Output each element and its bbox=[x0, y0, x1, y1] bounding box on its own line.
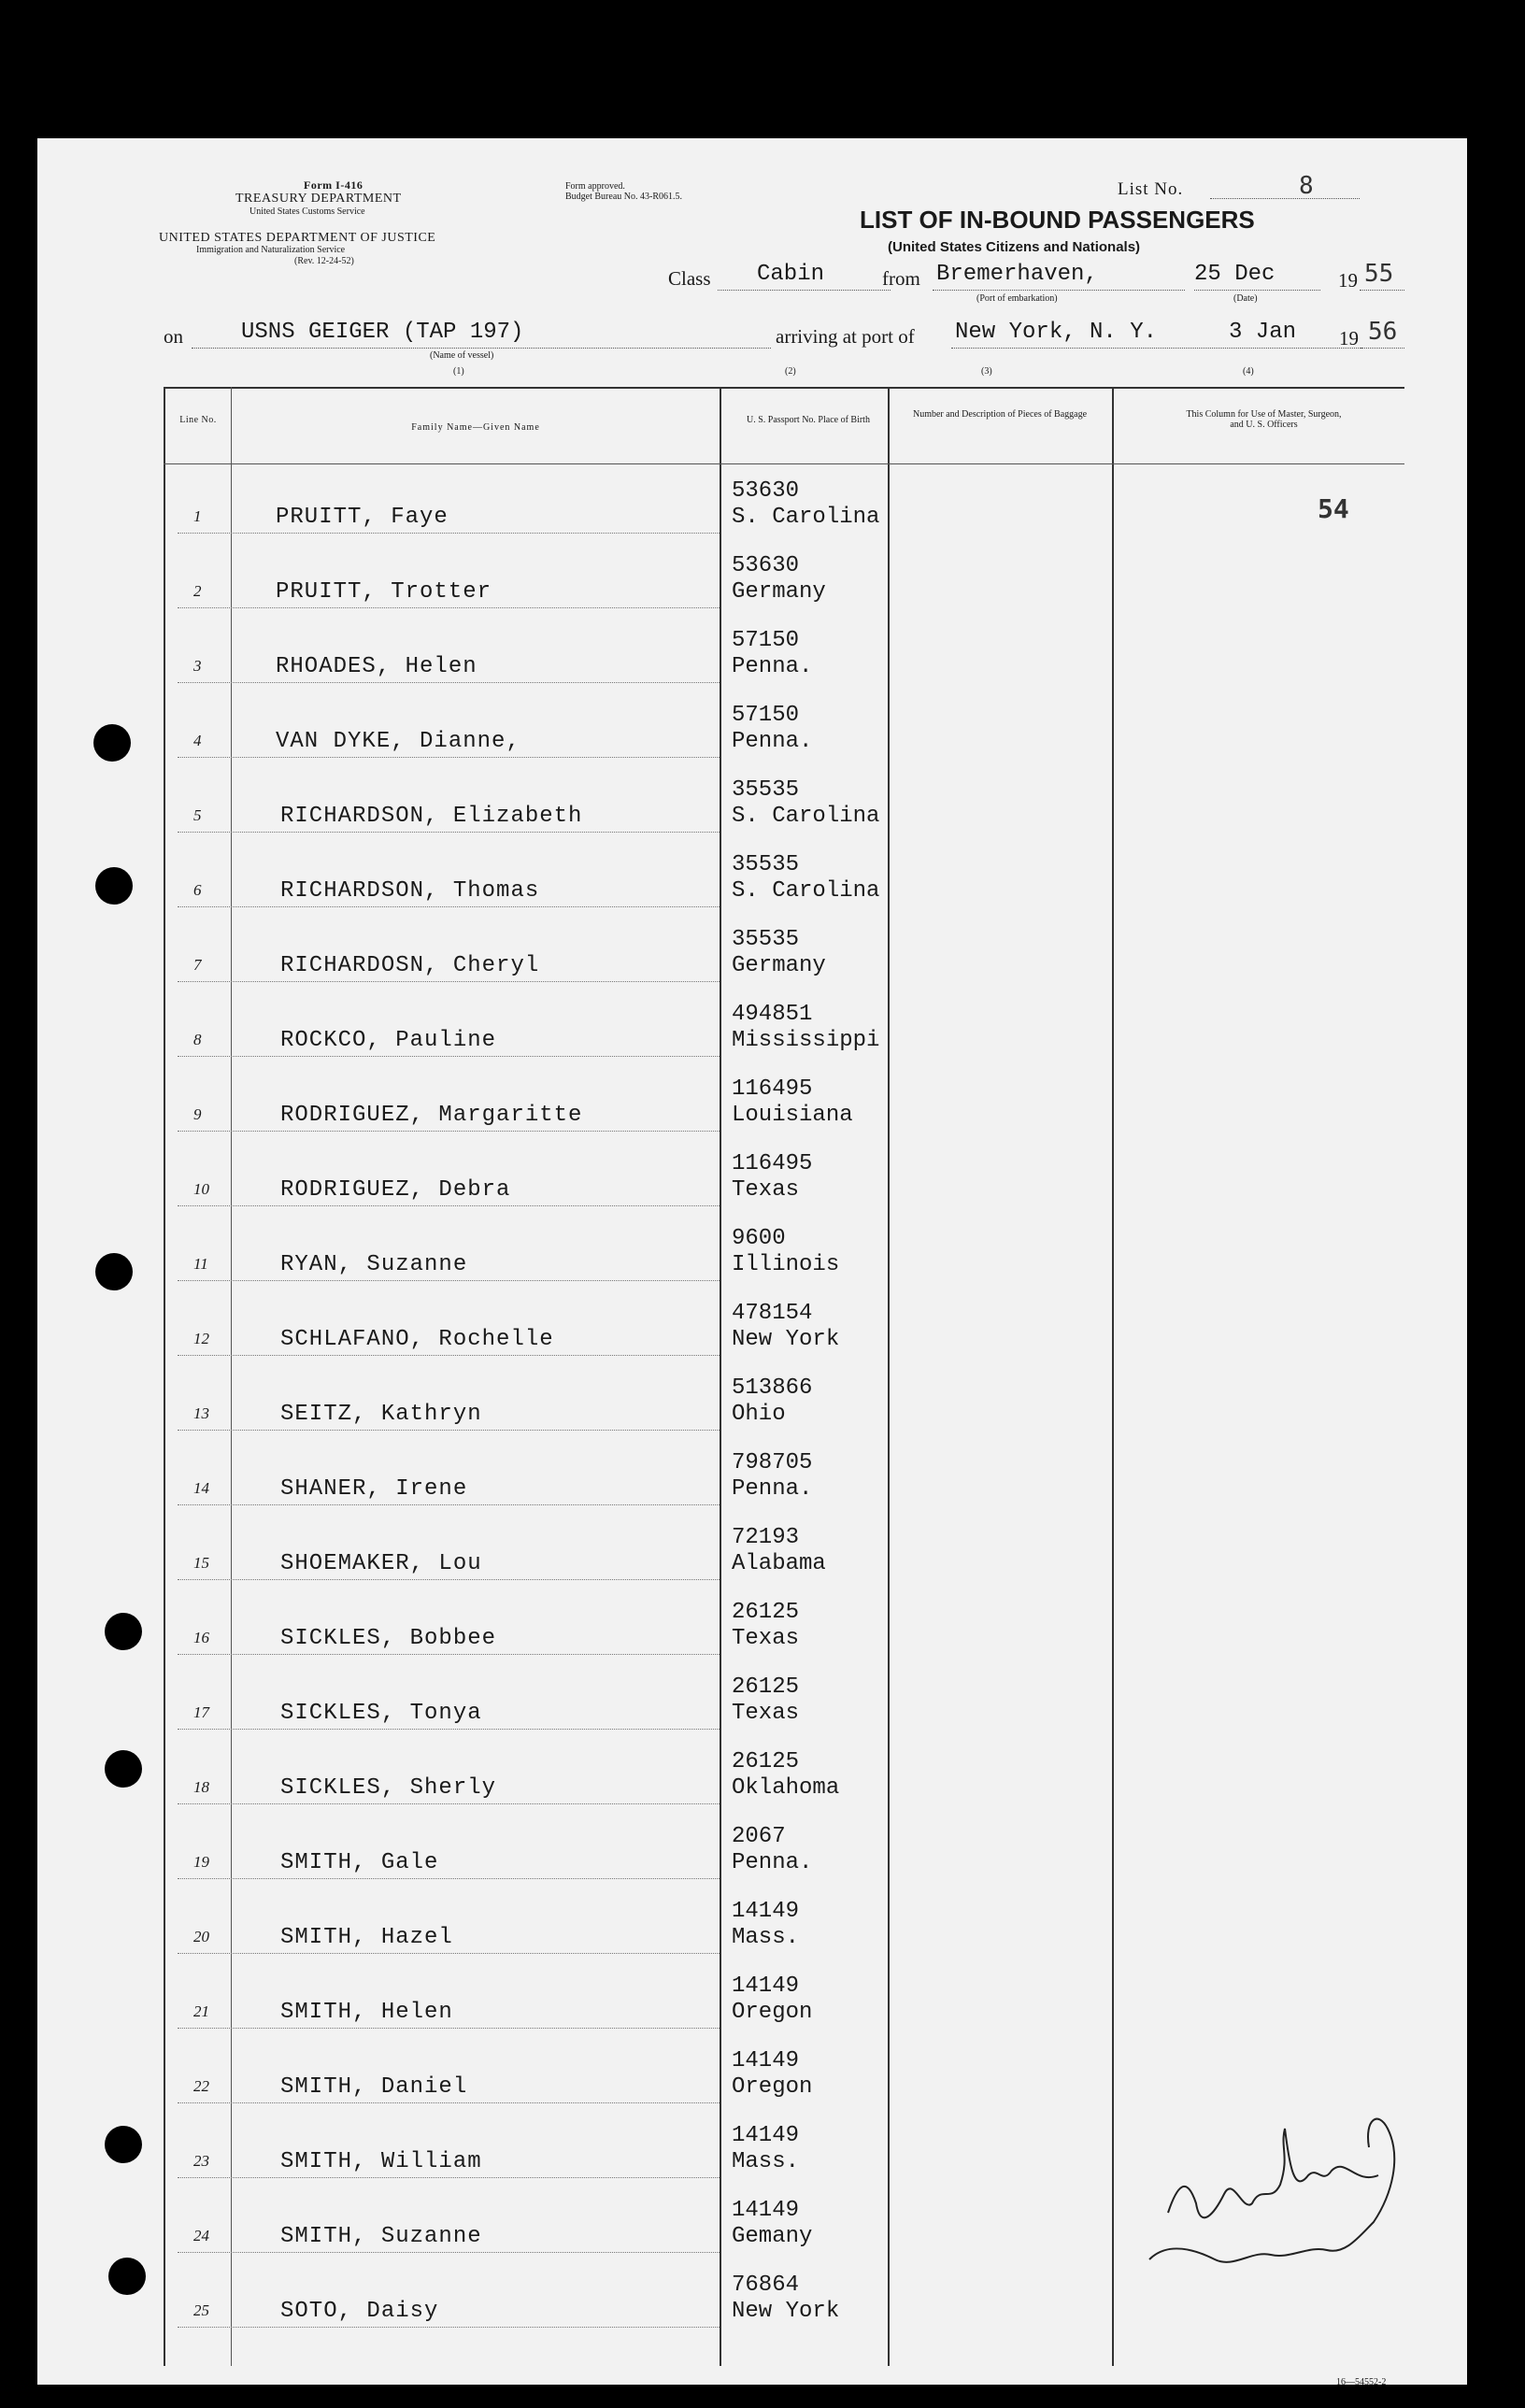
list-no-value: 8 bbox=[1299, 172, 1314, 200]
arrival-year: 56 bbox=[1368, 318, 1398, 346]
row-divider bbox=[178, 1205, 720, 1206]
arriving-label: arriving at port of bbox=[776, 325, 915, 348]
passport-number: 76864 bbox=[732, 2273, 800, 2298]
column-2-label: (2) bbox=[785, 366, 796, 377]
class-value: Cabin bbox=[757, 262, 825, 287]
place-of-birth: Penna. bbox=[732, 729, 813, 754]
passport-number: 494851 bbox=[732, 1002, 813, 1027]
line-number: 16 bbox=[193, 1629, 209, 1646]
passport-number: 9600 bbox=[732, 1226, 786, 1251]
passport-number: 35535 bbox=[732, 777, 800, 803]
passport-number: 14149 bbox=[732, 1973, 800, 1999]
line-number: 12 bbox=[193, 1330, 209, 1347]
passport-number: 478154 bbox=[732, 1301, 813, 1326]
row-divider bbox=[178, 1056, 720, 1057]
arrival-date: 3 Jan bbox=[1229, 320, 1297, 345]
passport-number: 14149 bbox=[732, 1899, 800, 1924]
punch-hole bbox=[105, 1750, 142, 1788]
table-row bbox=[164, 914, 1525, 989]
table-row bbox=[164, 989, 1525, 1063]
row-divider bbox=[178, 682, 720, 683]
page-title: LIST OF IN-BOUND PASSENGERS bbox=[860, 206, 1255, 234]
line-number: 1 bbox=[193, 507, 202, 525]
row-divider bbox=[178, 1953, 720, 1954]
place-of-birth: S. Carolina bbox=[732, 804, 880, 829]
row-divider bbox=[178, 2028, 720, 2029]
line-number: 23 bbox=[193, 2152, 209, 2170]
passenger-name: SICKLES, Tonya bbox=[280, 1701, 482, 1726]
place-of-birth: Illinois bbox=[732, 1252, 840, 1277]
passport-number: 53630 bbox=[732, 478, 800, 504]
passport-number: 57150 bbox=[732, 628, 800, 653]
line-number: 2 bbox=[193, 582, 202, 600]
footer-code: 16—54552-2 bbox=[1336, 2377, 1387, 2387]
line-number: 10 bbox=[193, 1180, 209, 1198]
passport-number: 116495 bbox=[732, 1151, 813, 1176]
form-number: Form I-416 bbox=[304, 178, 363, 192]
line-number: 3 bbox=[193, 657, 202, 675]
date-caption: (Date) bbox=[1233, 293, 1258, 304]
row-divider bbox=[178, 757, 720, 758]
line-number: 25 bbox=[193, 2301, 209, 2319]
table-row bbox=[164, 1960, 1525, 2035]
punch-hole bbox=[105, 1613, 142, 1650]
passenger-name: SEITZ, Kathryn bbox=[280, 1402, 482, 1427]
punch-hole bbox=[95, 1253, 133, 1290]
passenger-name: SMITH, Suzanne bbox=[280, 2224, 482, 2249]
passenger-name: SHOEMAKER, Lou bbox=[280, 1551, 482, 1576]
passport-number: 35535 bbox=[732, 852, 800, 877]
passenger-name: SCHLAFANO, Rochelle bbox=[280, 1327, 554, 1352]
table-row bbox=[164, 1811, 1525, 1886]
line-number: 24 bbox=[193, 2227, 209, 2244]
place-of-birth: New York bbox=[732, 2299, 840, 2324]
place-of-birth: Louisiana bbox=[732, 1103, 853, 1128]
passenger-name: SMITH, Helen bbox=[280, 2000, 453, 2025]
table-row bbox=[164, 1213, 1525, 1288]
table-row bbox=[164, 1736, 1525, 1811]
row-divider bbox=[178, 607, 720, 608]
list-no-label: List No. bbox=[1118, 179, 1184, 199]
table-row bbox=[164, 1661, 1525, 1736]
line-number: 6 bbox=[193, 881, 202, 899]
table-row bbox=[164, 1886, 1525, 1960]
passenger-name: SMITH, Daniel bbox=[280, 2074, 468, 2100]
row-divider bbox=[178, 1504, 720, 1505]
place-of-birth: Oregon bbox=[732, 2074, 813, 2100]
line-number: 15 bbox=[193, 1554, 209, 1572]
passenger-name: RYAN, Suzanne bbox=[280, 1252, 468, 1277]
passport-number: 14149 bbox=[732, 2123, 800, 2148]
row-divider bbox=[178, 981, 720, 982]
justice-department: UNITED STATES DEPARTMENT OF JUSTICE bbox=[159, 231, 436, 245]
passenger-name: SMITH, Hazel bbox=[280, 1925, 453, 1950]
line-number: 4 bbox=[193, 732, 202, 749]
line-number: 20 bbox=[193, 1928, 209, 1945]
table-row bbox=[164, 1437, 1525, 1512]
place-of-birth: Mass. bbox=[732, 2149, 800, 2174]
vessel-caption: (Name of vessel) bbox=[430, 350, 494, 361]
header-family-name: Family Name—Given Name bbox=[411, 422, 540, 433]
line-number: 5 bbox=[193, 806, 202, 824]
passport-number: 26125 bbox=[732, 1600, 800, 1625]
line-number: 22 bbox=[193, 2077, 209, 2095]
passenger-name: SMITH, William bbox=[280, 2149, 482, 2174]
line-number: 8 bbox=[193, 1031, 202, 1048]
place-of-birth: New York bbox=[732, 1327, 840, 1352]
line-number: 21 bbox=[193, 2002, 209, 2020]
row-divider bbox=[178, 1430, 720, 1431]
place-of-birth: S. Carolina bbox=[732, 505, 880, 530]
row-divider bbox=[178, 2177, 720, 2178]
passenger-name: SHANER, Irene bbox=[280, 1476, 468, 1502]
punch-hole bbox=[108, 2258, 146, 2295]
row-divider bbox=[178, 1803, 720, 1804]
row-divider bbox=[178, 832, 720, 833]
table-row bbox=[164, 1138, 1525, 1213]
place-of-birth: Oregon bbox=[732, 2000, 813, 2025]
passenger-name: SOTO, Daisy bbox=[280, 2299, 439, 2324]
row-divider bbox=[178, 1131, 720, 1132]
row-divider bbox=[178, 1729, 720, 1730]
passport-number: 14149 bbox=[732, 2198, 800, 2223]
line-number: 18 bbox=[193, 1778, 209, 1796]
row-divider bbox=[178, 2252, 720, 2253]
passenger-name: PRUITT, Trotter bbox=[276, 579, 492, 605]
row-divider bbox=[178, 906, 720, 907]
place-of-birth: Texas bbox=[732, 1701, 800, 1726]
passport-number: 57150 bbox=[732, 703, 800, 728]
punch-hole bbox=[93, 724, 131, 762]
passport-number: 26125 bbox=[732, 1749, 800, 1774]
place-of-birth: S. Carolina bbox=[732, 878, 880, 904]
place-of-birth: Ohio bbox=[732, 1402, 786, 1427]
place-of-birth: Penna. bbox=[732, 1476, 813, 1502]
passport-number: 35535 bbox=[732, 927, 800, 952]
header-line-no: Line No. bbox=[179, 415, 217, 425]
immigration-service: Immigration and Naturalization Service bbox=[196, 245, 346, 255]
vessel-name: USNS GEIGER (TAP 197) bbox=[241, 320, 524, 345]
place-of-birth: Oklahoma bbox=[732, 1775, 840, 1801]
passenger-name: SICKLES, Sherly bbox=[280, 1775, 497, 1801]
column-3-label: (3) bbox=[981, 366, 992, 377]
line-number: 17 bbox=[193, 1703, 209, 1721]
embarkation-port: Bremerhaven, bbox=[936, 262, 1098, 287]
passport-number: 2067 bbox=[732, 1824, 786, 1849]
place-of-birth: Germany bbox=[732, 953, 826, 978]
passenger-name: RICHARDOSN, Cheryl bbox=[280, 953, 540, 978]
place-of-birth: Texas bbox=[732, 1177, 800, 1203]
passport-number: 513866 bbox=[732, 1375, 813, 1401]
place-of-birth: Germany bbox=[732, 579, 826, 605]
departure-date: 25 Dec bbox=[1194, 262, 1276, 287]
manifest-sheet bbox=[37, 138, 1467, 2385]
passport-number: 14149 bbox=[732, 2048, 800, 2073]
place-of-birth: Texas bbox=[732, 1626, 800, 1651]
column-4-label: (4) bbox=[1243, 366, 1254, 377]
punch-hole bbox=[95, 867, 133, 905]
table-row bbox=[164, 1512, 1525, 1587]
place-of-birth: Gemany bbox=[732, 2224, 813, 2249]
column-1-label: (1) bbox=[453, 366, 464, 377]
passenger-name: SMITH, Gale bbox=[280, 1850, 439, 1875]
departure-year-prefix: 19 bbox=[1338, 269, 1358, 292]
table-row bbox=[164, 1587, 1525, 1661]
line-number: 19 bbox=[193, 1853, 209, 1871]
passenger-name: PRUITT, Faye bbox=[276, 505, 449, 530]
row-divider bbox=[178, 1579, 720, 1580]
treasury-department: TREASURY DEPARTMENT bbox=[235, 192, 402, 206]
page-subtitle: (United States Citizens and Nationals) bbox=[888, 239, 1141, 255]
on-label: on bbox=[164, 325, 183, 348]
table-row bbox=[164, 839, 1525, 914]
line-number: 14 bbox=[193, 1479, 209, 1497]
passenger-name: SICKLES, Bobbee bbox=[280, 1626, 497, 1651]
arrival-port: New York, N. Y. bbox=[955, 320, 1158, 345]
budget-bureau: Budget Bureau No. 43-R061.5. bbox=[565, 192, 682, 202]
place-of-birth: Mass. bbox=[732, 1925, 800, 1950]
table-row bbox=[164, 690, 1525, 764]
place-of-birth: Alabama bbox=[732, 1551, 826, 1576]
place-of-birth: Penna. bbox=[732, 654, 813, 679]
form-approved: Form approved. bbox=[565, 181, 625, 192]
line-number: 13 bbox=[193, 1404, 209, 1422]
header-baggage: Number and Description of Pieces of Baggage bbox=[912, 409, 1088, 420]
row-divider bbox=[178, 1280, 720, 1281]
header-officers: This Column for Use of Master, Surgeon, and U. S. Officers bbox=[1186, 409, 1342, 430]
officer-signature bbox=[1121, 2073, 1420, 2315]
passenger-name: RODRIGUEZ, Debra bbox=[280, 1177, 511, 1203]
place-of-birth: Penna. bbox=[732, 1850, 813, 1875]
passport-number: 26125 bbox=[732, 1674, 800, 1700]
punch-hole bbox=[105, 2126, 142, 2163]
passenger-name: RHOADES, Helen bbox=[276, 654, 477, 679]
passenger-name: RICHARDSON, Thomas bbox=[280, 878, 540, 904]
embarkation-caption: (Port of embarkation) bbox=[976, 293, 1058, 304]
table-row bbox=[164, 1063, 1525, 1138]
row-divider bbox=[178, 1878, 720, 1879]
row-divider bbox=[178, 2102, 720, 2103]
row-divider bbox=[178, 1355, 720, 1356]
from-label: from bbox=[882, 267, 920, 290]
customs-service: United States Customs Service bbox=[249, 207, 365, 217]
passport-number: 72193 bbox=[732, 1525, 800, 1550]
line-number: 9 bbox=[193, 1105, 202, 1123]
revision-date: (Rev. 12-24-52) bbox=[294, 256, 354, 266]
table-row bbox=[164, 1288, 1525, 1362]
passenger-name: RICHARDSON, Elizabeth bbox=[280, 804, 583, 829]
passport-number: 53630 bbox=[732, 553, 800, 578]
row-divider bbox=[178, 1654, 720, 1655]
passport-number: 116495 bbox=[732, 1076, 813, 1102]
passenger-name: ROCKCO, Pauline bbox=[280, 1028, 497, 1053]
table-row bbox=[164, 615, 1525, 690]
table-row bbox=[164, 1362, 1525, 1437]
arrival-year-prefix: 19 bbox=[1339, 327, 1359, 349]
row-divider bbox=[178, 2327, 720, 2328]
header-passport: U. S. Passport No. Place of Birth bbox=[747, 415, 870, 425]
officer-note: 54 bbox=[1318, 493, 1349, 524]
table-row bbox=[164, 764, 1525, 839]
passenger-name: VAN DYKE, Dianne, bbox=[276, 729, 520, 754]
row-divider bbox=[178, 533, 720, 534]
passenger-name: RODRIGUEZ, Margaritte bbox=[280, 1103, 583, 1128]
line-number: 7 bbox=[193, 956, 202, 974]
line-number: 11 bbox=[193, 1255, 208, 1273]
departure-year: 55 bbox=[1364, 260, 1394, 288]
table-row bbox=[164, 465, 1525, 540]
class-label: Class bbox=[668, 267, 711, 290]
table-row bbox=[164, 540, 1525, 615]
place-of-birth: Mississippi bbox=[732, 1028, 880, 1053]
passport-number: 798705 bbox=[732, 1450, 813, 1475]
